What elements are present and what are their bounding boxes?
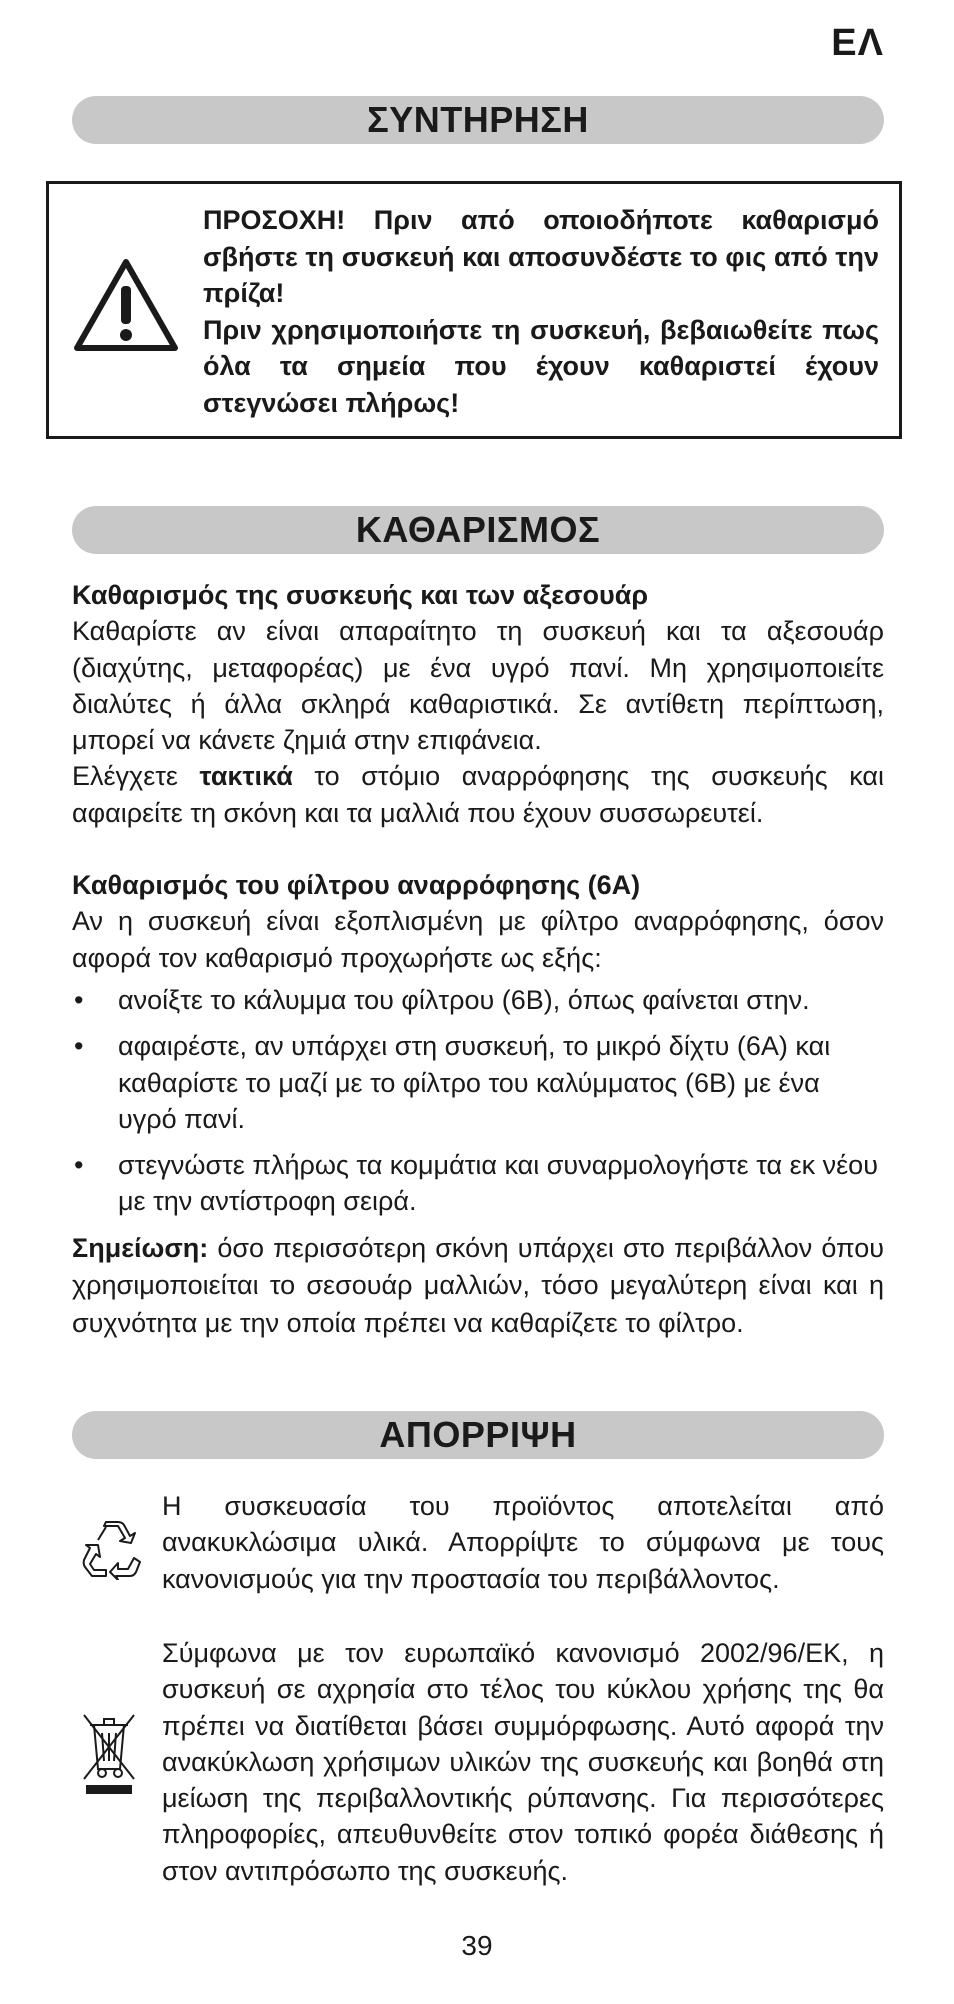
cleaning-content [72,577,884,1342]
warning-box [46,181,902,439]
disposal-paragraph: Σύμφωνα με τον ευρωπαϊκό κανονισμό 2002/96/ΕΚ, η συσκευή σε αχρησία στο τέλος του κύκλου χρήσης της θα πρέπει να διατίθεται βάσει συμμόρφωσης. Αυτό αφορά την ανακύκλωση χρήσιμων υλικών της συσκευής και βοηθά στη μείωση της περιβαλλοντικής ρύπανσης. Για περισσότερες πληροφορίες, απευθυνθείτε στον τοπικό φορέα διάθεσης ή στον αντιπρόσωπο της συσκευής. [162,1638,884,1886]
section-title-disposal: ΑΠΟΡΡΙΨΗ [72,1411,884,1459]
list-item: • στεγνώστε πλήρως τα κομμάτια και συναρμολογήστε τα εκ νέου με την αντίστροφη σειρά. [72,1147,884,1220]
language-code: ΕΛ [831,22,884,64]
warning-paragraph: ΠΡΟΣΟΧΗ! Πριν από οποιοδήποτε καθαρισμό σβήστε τη συσκευή και αποσυνδέστε το φις από την πρίζα! [203,205,879,308]
recycle-icon [80,1518,142,1580]
paragraph: Αν η συσκευή είναι εξοπλισμένη με φίλτρο αναρρόφησης, όσον αφορά τον καθαρισμό προχωρήστε ως εξής: [72,906,884,973]
warning-paragraph: Πριν χρησιμοποιήστε τη συσκευή, βεβαιωθείτε πως όλα τα σημεία που έχουν καθαριστεί έχουν στεγνώσει πλήρως! [203,314,879,418]
crossed-bin-icon [80,1711,138,1795]
note-paragraph: Σημείωση: όσο περισσότερη σκόνη υπάρχει στο περιβάλλον όπου χρησιμοποιείται το σεσουάρ μαλλιών, τόσο μεγαλύτερη είναι και η συχνότητα με την οποία πρέπει να καθαρίζετε το φίλτρο. [72,1232,884,1338]
note-label: Σημείωση: [72,1232,209,1263]
warning-text [203,202,879,421]
disposal-paragraph: Η συσκευασία του προϊόντος αποτελείται από ανακυκλώσιμα υλικά. Απορρίψτε το σύμφωνα με τους κανονισμούς για την προστασία του περιβάλλοντος. [162,1491,884,1594]
list-item: • ανοίξτε το κάλυμμα του φίλτρου (6B), όπως φαίνεται στην. [72,982,884,1018]
page-number: 39 [461,1930,493,1961]
section-title-maintenance: ΣΥΝΤΗΡΗΣΗ [72,96,884,144]
paragraph: Ελέγχετε τακτικά το στόμιο αναρρόφησης της συσκευής και αφαιρείτε τη σκόνη και τα μαλλιά που έχουν συσσωρευτεί. [72,761,884,828]
section-title-cleaning: ΚΑΘΑΡΙΣΜΟΣ [72,506,884,554]
emphasis: τακτικά [199,761,293,792]
subheading: Καθαρισμός του φίλτρου αναρρόφησης (6A) [72,870,641,901]
paragraph: Καθαρίστε αν είναι απαραίτητο τη συσκευή και τα αξεσουάρ (διαχύτης, μεταφορέας) με ένα υγρό πανί. Μη χρησιμοποιείτε διαλύτες ή άλλα σκληρά καθαριστικά. Σε αντίθετη περίπτωση, μπορεί να κάνετε ζημιά στην επιφάνεια. [72,616,884,756]
subheading: Καθαρισμός της συσκευής και των αξεσουάρ [72,580,649,610]
warning-triangle-icon [71,256,181,356]
list-item: • αφαιρέστε, αν υπάρχει στη συσκευή, το μικρό δίχτυ (6A) και καθαρίστε το μαζί με το φίλτρο του καλύμματος (6B) με ένα υγρό πανί. [72,1028,884,1137]
bullet-list [72,982,884,1220]
